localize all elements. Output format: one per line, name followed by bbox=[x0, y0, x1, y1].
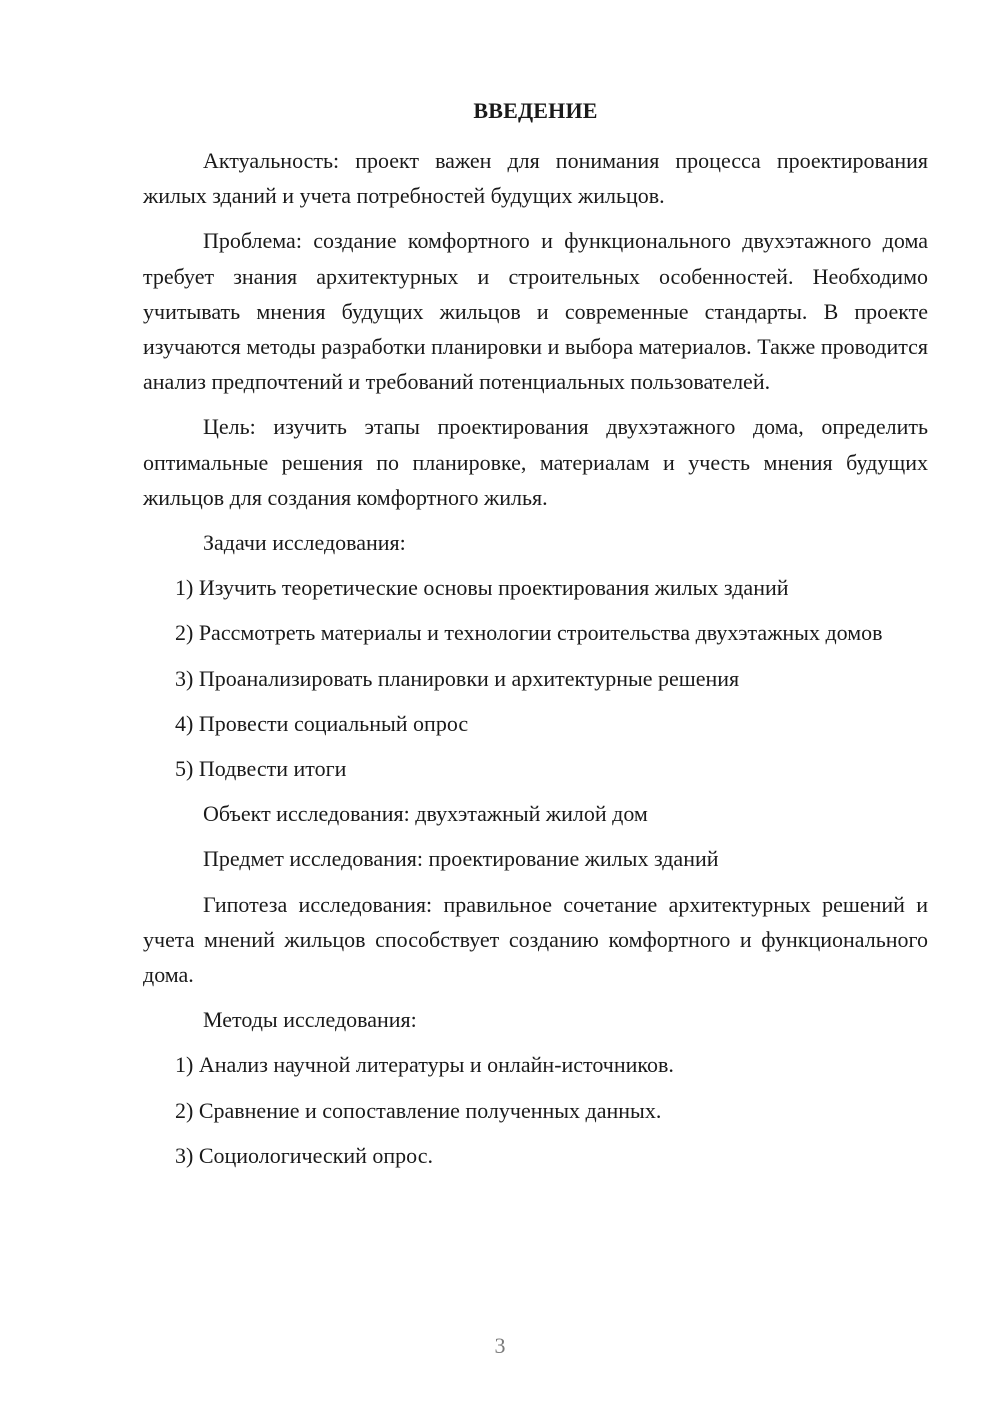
method-item: 2) Сравнение и сопоставление полученных данных. bbox=[175, 1097, 662, 1123]
research-subject: Предмет исследования: проектирование жилых зданий bbox=[203, 846, 719, 872]
task-item: 5) Подвести итоги bbox=[175, 756, 347, 782]
page-number: 3 bbox=[494, 1333, 506, 1358]
problem-paragraph: Проблема: создание комфортного и функционального двухэтажного дома требует знания архитектурных и строительных особенностей. Необходимо учитывать мнения будущих жильцов и современные стандарты. В проекте изучаются методы разработки планировки и выбора материалов. Также проводится анализ предпочтений и требований потенциальных пользователей. bbox=[143, 228, 928, 395]
document-body bbox=[143, 143, 928, 1183]
task-item: 3) Проанализировать планировки и архитектурные решения bbox=[175, 665, 740, 691]
relevance-paragraph: Актуальность: проект важен для понимания процесса проектирования жилых зданий и учета потребностей будущих жильцов. bbox=[143, 148, 928, 209]
tasks-heading: Задачи исследования: bbox=[203, 530, 406, 556]
task-item: 2) Рассмотреть материалы и технологии строительства двухэтажных домов bbox=[175, 620, 883, 646]
research-object: Объект исследования: двухэтажный жилой дом bbox=[203, 801, 648, 827]
methods-heading: Методы исследования: bbox=[203, 1007, 417, 1033]
method-item: 1) Анализ научной литературы и онлайн-источников. bbox=[175, 1052, 674, 1078]
method-item: 3) Социологический опрос. bbox=[175, 1142, 433, 1168]
research-hypothesis: Гипотеза исследования: правильное сочетание архитектурных решений и учета мнений жильцов способствует созданию комфортного и функционального дома. bbox=[143, 891, 928, 988]
section-title: ВВЕДЕНИЕ bbox=[473, 98, 598, 123]
goal-paragraph: Цель: изучить этапы проектирования двухэтажного дома, определить оптимальные решения по планировке, материалам и учесть мнения будущих жильцов для создания комфортного жилья. bbox=[143, 414, 928, 510]
task-item: 4) Провести социальный опрос bbox=[175, 710, 469, 736]
task-item: 1) Изучить теоретические основы проектирования жилых зданий bbox=[175, 575, 789, 601]
